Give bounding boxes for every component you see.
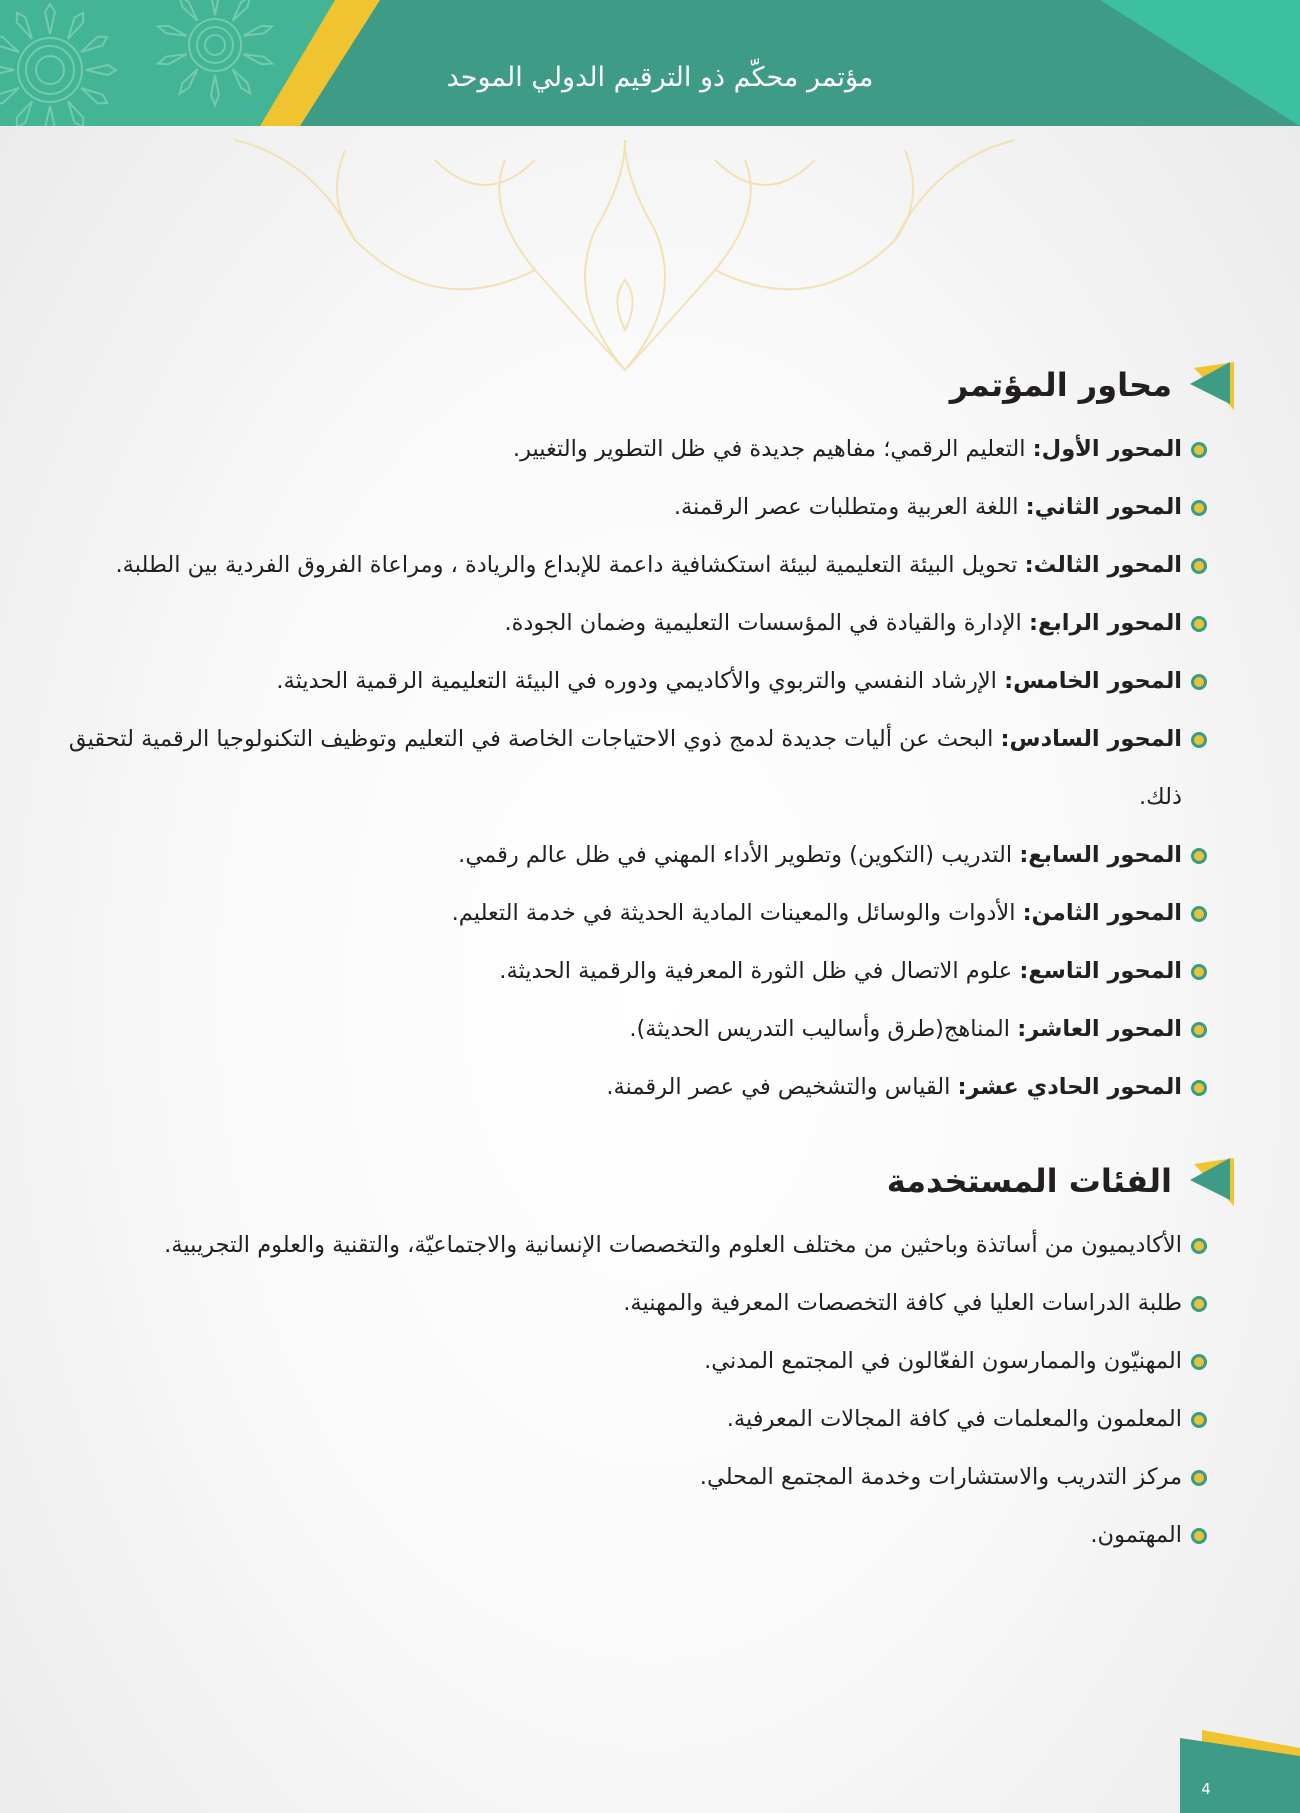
item-text: الأدوات والوسائل والمعينات المادية الحديثة في خدمة التعليم. [451,900,1023,926]
section-heading-text: الفئات المستخدمة [886,1162,1172,1200]
item-text: القياس والتشخيص في عصر الرقمنة. [606,1074,958,1100]
list-item [50,942,1202,1000]
triangle-marker-icon [1190,1158,1236,1206]
item-text: تحويل البيئة التعليمية لبيئة استكشافية داعمة للإبداع والريادة ، ومراعاة الفروق الفردية بين الطلبة. [115,552,1025,578]
sun-ornament-icon [0,0,120,126]
page-number: 4 [1201,1780,1211,1798]
item-label: المحور الحادي عشر: [957,1074,1182,1100]
bullet-icon [1191,558,1207,574]
item-text: المهتمون. [1090,1522,1182,1548]
item-text: التدريب (التكوين) وتطوير الأداء المهني في ظل عالم رقمي. [458,842,1020,868]
item-label: المحور الثاني: [1025,494,1182,520]
list-item [50,1000,1202,1058]
list-item [50,652,1202,710]
section-conference-axes [50,360,1232,1116]
item-label: المحور السادس: [1000,726,1182,752]
list-item [50,1506,1202,1564]
section-heading-text: محاور المؤتمر [949,366,1172,404]
list-item [50,1332,1202,1390]
item-text: اللغة العربية ومتطلبات عصر الرقمنة. [673,494,1026,520]
bullet-icon [1191,1022,1207,1038]
item-label: المحور الثامن: [1022,900,1182,926]
item-text: الإرشاد النفسي والتربوي والأكاديمي ودوره في البيئة التعليمية الرقمية الحديثة. [276,668,1005,694]
bullet-icon [1191,906,1207,922]
bullet-icon [1191,616,1207,632]
item-label: المحور الرابع: [1028,610,1182,636]
list-item [50,1448,1202,1506]
list-item [50,536,1202,594]
list-item [50,884,1202,942]
item-text: المعلمون والمعلمات في كافة المجالات المعرفية. [726,1406,1182,1432]
header-title: مؤتمر محكّم ذو الترقيم الدولي الموحد [446,62,874,93]
page-corner-tab [1180,1730,1300,1813]
floral-ornament-icon [235,120,1035,380]
bullet-icon [1191,1080,1207,1096]
item-label: المحور السابع: [1019,842,1182,868]
item-text: الإدارة والقيادة في المؤسسات التعليمية وضمان الجودة. [504,610,1029,636]
list-item [50,1058,1202,1116]
groups-list [50,1216,1232,1564]
section-heading [50,1156,1232,1206]
item-label: المحور العاشر: [1017,1016,1182,1042]
list-item [50,826,1202,884]
list-item [50,1216,1202,1274]
item-text: البحث عن أليات جديدة لدمج ذوي الاحتياجات الخاصة في التعليم وتوظيف التكنولوجيا الرقمية لتحقيق ذلك. [68,726,1182,810]
item-text: مركز التدريب والاستشارات وخدمة المجتمع المحلي. [699,1464,1182,1490]
bullet-icon [1191,442,1207,458]
bullet-icon [1191,1528,1207,1544]
sun-ornament-icon [150,0,280,110]
axes-list [50,420,1232,1116]
header-banner [0,0,1300,126]
item-text: المناهج(طرق وأساليب التدريس الحديثة). [629,1016,1018,1042]
bullet-icon [1191,1238,1207,1254]
list-item [50,594,1202,652]
bullet-icon [1191,1470,1207,1486]
item-text: المهنيّون والممارسون الفعّالون في المجتمع المدني. [704,1348,1182,1374]
item-text: الأكاديميون من أساتذة وباحثين من مختلف العلوم والتخصصات الإنسانية والاجتماعيّة، والتقنية والعلوم التجريبية. [164,1232,1182,1258]
bullet-icon [1191,674,1207,690]
item-label: المحور الخامس: [1004,668,1182,694]
item-text: علوم الاتصال في ظل الثورة المعرفية والرقمية الحديثة. [499,958,1020,984]
list-item [50,1274,1202,1332]
section-heading [50,360,1232,410]
bullet-icon [1191,964,1207,980]
bullet-icon [1191,500,1207,516]
bullet-icon [1191,1412,1207,1428]
content [50,360,1232,1604]
item-label: المحور التاسع: [1019,958,1182,984]
list-item [50,1390,1202,1448]
list-item [50,420,1202,478]
item-text: طلبة الدراسات العليا في كافة التخصصات المعرفية والمهنية. [623,1290,1182,1316]
triangle-marker-icon [1190,362,1236,410]
list-item [50,478,1202,536]
item-text: التعليم الرقمي؛ مفاهيم جديدة في ظل التطوير والتغيير. [512,436,1033,462]
bullet-icon [1191,848,1207,864]
list-item [50,710,1202,826]
bullet-icon [1191,1354,1207,1370]
section-target-groups [50,1156,1232,1564]
item-label: المحور الأول: [1032,436,1182,462]
header-right-panel [1100,0,1300,126]
bullet-icon [1191,1296,1207,1312]
bullet-icon [1191,732,1207,748]
item-label: المحور الثالث: [1024,552,1182,578]
